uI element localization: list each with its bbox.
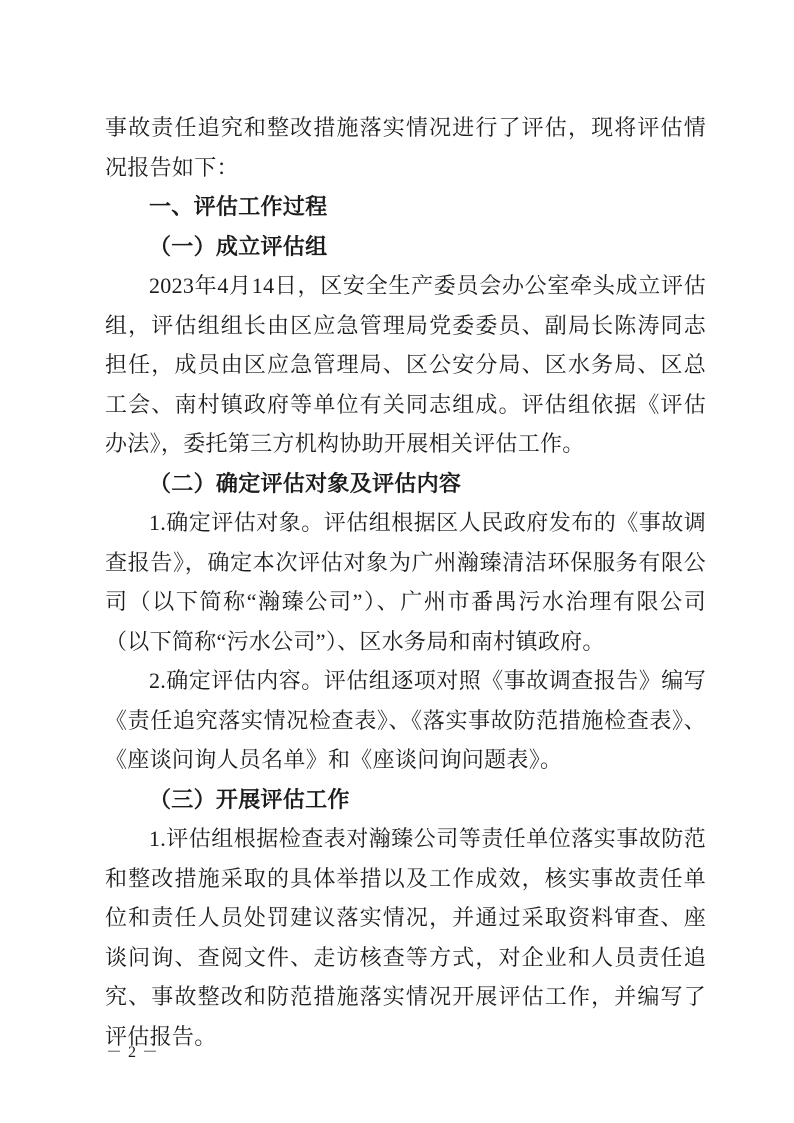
paragraph-evaluation-work: 1.评估组根据检查表对瀚臻公司等责任单位落实事故防范和整改措施采取的具体举措以及工作成效，核实事故责任单位和责任人员处罚建议落实情况，并通过采取资料审查、座谈问询、查阅文件、走访核查等方式，对企业和人员责任追究、事故整改和防范措施落实情况开展评估工作，并编写了评估报告。: [105, 826, 706, 1049]
paragraph-evaluation-content: 2.确定评估内容。评估组逐项对照《事故调查报告》编写《责任追究落实情况检查表》、《落实事故防范措施检查表》、《座谈问询人员名单》和《座谈问询问题表》。: [105, 668, 706, 772]
page-number: － 2 －: [106, 1044, 160, 1061]
paragraph-evaluation-group-formation: 2023年4月14日，区安全生产委员会办公室牵头成立评估组，评估组组长由区应急管理局党委委员、副局长陈涛同志担任，成员由区应急管理局、区公安分局、区水务局、区总工会、南村镇政府等单位有关同志组成。评估组依据《评估办法》，委托第三方机构协助开展相关评估工作。: [105, 273, 706, 456]
subsection-heading-determine-targets-content: （二）确定评估对象及评估内容: [149, 470, 462, 496]
section-heading-evaluation-process: 一、评估工作过程: [149, 194, 328, 219]
paragraph-continuation: 事故责任追究和整改措施落实情况进行了评估，现将评估情况报告如下：: [105, 115, 706, 180]
subsection-heading-carry-out-evaluation: （三）开展评估工作: [149, 786, 350, 812]
paragraph-evaluation-targets: 1.确定评估对象。评估组根据区人民政府发布的《事故调查报告》，确定本次评估对象为广州瀚臻清洁环保服务有限公司（以下简称“瀚臻公司”）、广州市番禺污水治理有限公司（以下简称“污水公司”）、区水务局和南村镇政府。: [105, 510, 706, 654]
document-body: [105, 108, 706, 1056]
subsection-heading-establish-evaluation-group: （一）成立评估组: [149, 233, 328, 259]
